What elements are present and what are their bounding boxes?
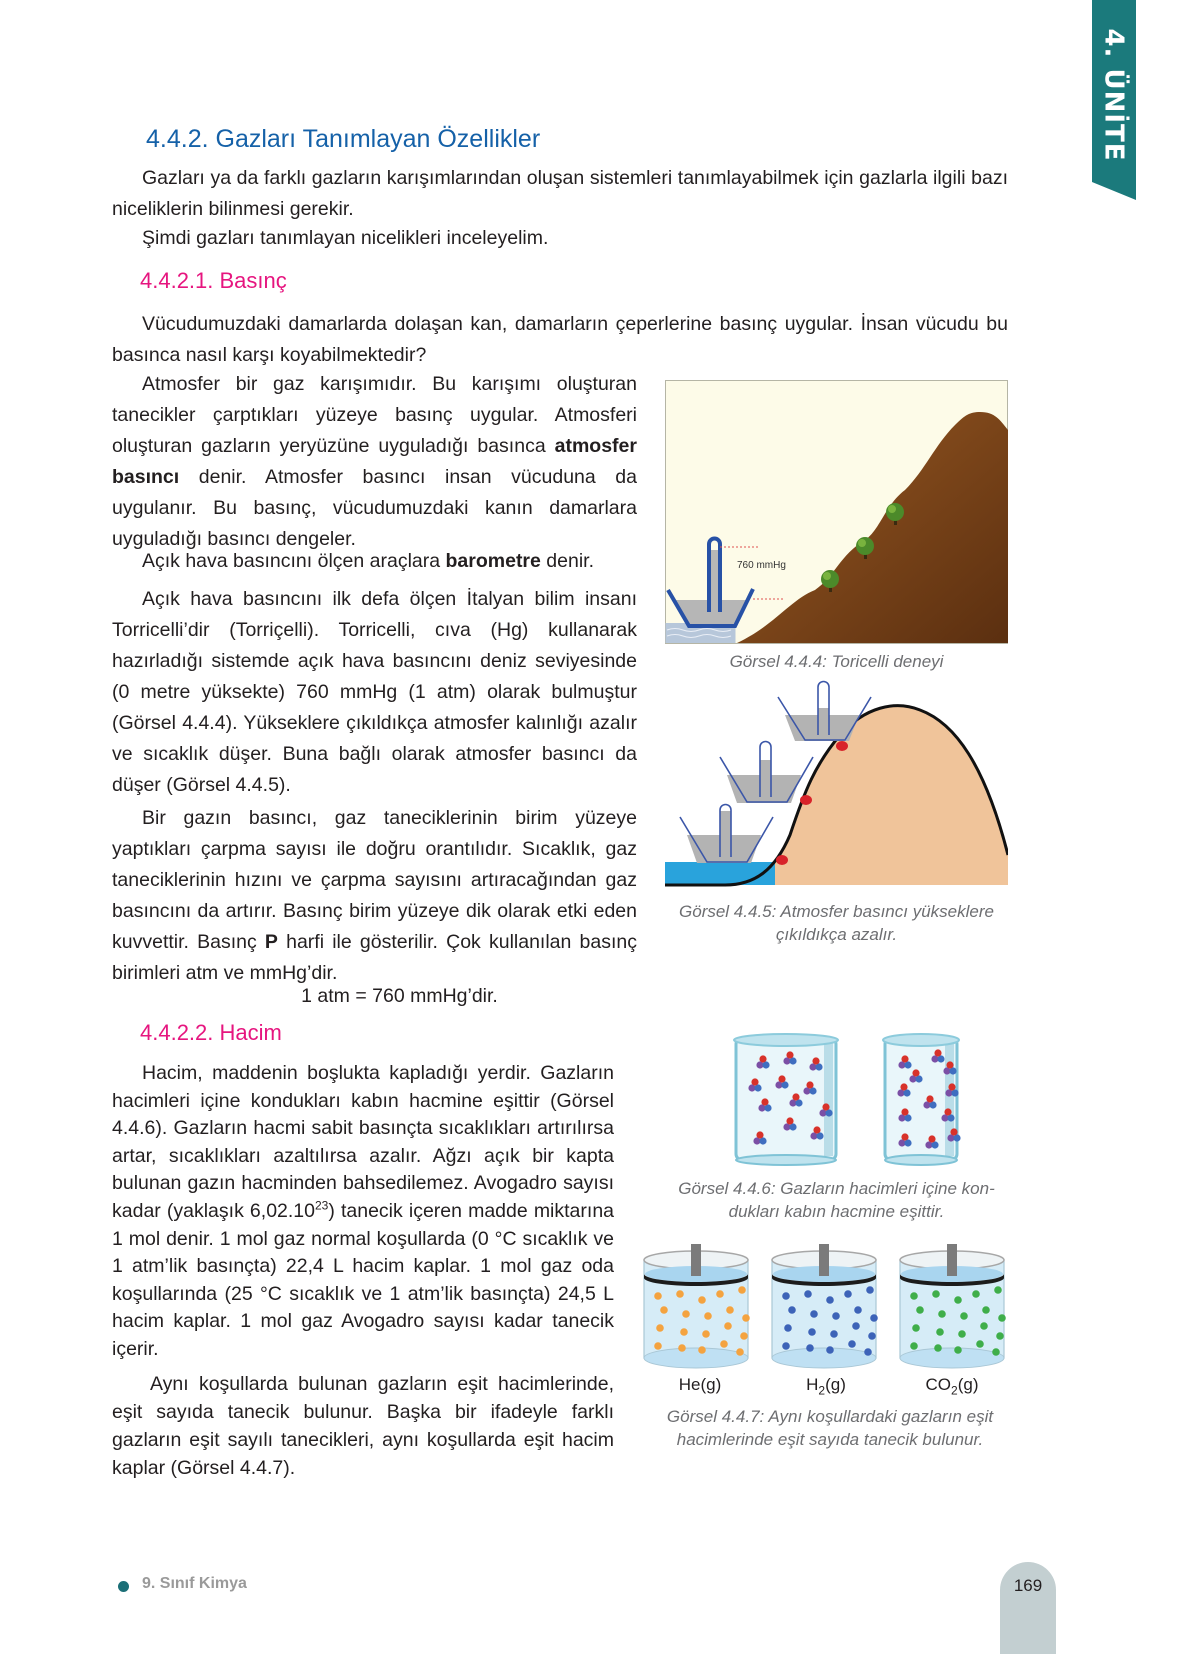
- figure-gas-containers: [730, 1030, 970, 1170]
- hacim-paragraph-2: Aynı koşullarda bulunan gazların eşit hacimlerinde, eşit sayıda tanecik bulunur. Başka bir ifadeyle farklı gazların eşit sayılı tanecikleri, aynı koşullarda eşit hacim kaplar (Görsel 4.4.7).: [112, 1373, 614, 1479]
- gas-particle: [934, 1344, 942, 1352]
- gas-particle: [932, 1290, 940, 1298]
- gas-particle: [720, 1340, 728, 1348]
- caption-figure-4-4-5: Görsel 4.4.5: Atmosfer basıncı yükseklere çıkıldıkça azalır.: [679, 902, 994, 944]
- figure-torricelli: [665, 380, 1008, 644]
- piston-rod: [691, 1244, 701, 1276]
- gas-particle: [726, 1306, 734, 1314]
- gas-particle: [654, 1342, 662, 1350]
- gas-particle: [854, 1306, 862, 1314]
- gas-particle: [910, 1292, 918, 1300]
- gas-particle: [702, 1330, 710, 1338]
- hacim-paragraph-1: Hacim, maddenin boşlukta kapladığı yerdir. Gazların hacimleri içine kondukları kabın hacmine eşittir (Görsel 4.4.6). Gazların hacmi sabit basınçta sıcaklıkları artırılırsa artar, sıcaklıkları azaltılırsa azalır. Ağzı açık bir kapta bulunan gazın hacminden bahsedilemez. Avogadro sayısı kadar (yaklaşık 6,02.10$^{23}$) tanecik içeren madde miktarına 1 mol denir. 1 mol gaz normal koşullarda (0 °C sıcaklık ve 1 atm’lik basınçta) 22,4 L hacim kaplar. 1 mol gaz oda koşullarında (25 °C sıcaklık ve 1 atm’lik basınçta) 24,5 L hacim kaplar. 1 mol gaz Avogadro sayısı kadar tanecik içerir.: [112, 1062, 615, 1360]
- gas-particle: [954, 1296, 962, 1304]
- gas-particle: [682, 1310, 690, 1318]
- basinc-paragraph-2: Atmosfer bir gaz karışımıdır. Bu karışımı oluşturan tanecikler çarptıkları yüzeye basınç uygular. Atmosferi oluşturan gazların yeryüzüne uyguladığı basınca atmosfer basıncı denir. Atmosfer basıncı insan vücuduna da uygulanır. Bu basınç, vücudumuzdaki kanın damarlara uyguladığı basıncı dengeler.: [112, 373, 637, 550]
- gas-particle: [960, 1312, 968, 1320]
- gas-particle: [804, 1290, 812, 1298]
- footer-book-title: 9. Sınıf Kimya: [142, 1575, 247, 1592]
- gas-particle: [958, 1330, 966, 1338]
- gas-particle: [826, 1346, 834, 1354]
- caption-figure-4-4-7: Görsel 4.4.7: Aynı koşullardaki gazların eşit hacimlerinde eşit sayıda tanecik bulunur.: [666, 1407, 994, 1449]
- gas-particle: [972, 1290, 980, 1298]
- gas-particle: [994, 1286, 1002, 1294]
- gas-label-co2: $CO_2(g)$: [925, 1375, 979, 1398]
- marker-high-altitude: [836, 741, 848, 751]
- gas-particle: [680, 1328, 688, 1336]
- gas-particle: [676, 1290, 684, 1298]
- superscript-23: 23: [315, 1198, 329, 1213]
- gas-particle: [736, 1348, 744, 1356]
- gas-particle: [982, 1306, 990, 1314]
- gas-particle: [866, 1286, 874, 1294]
- piston-rod: [947, 1244, 957, 1276]
- gas-particle: [698, 1296, 706, 1304]
- gas-particle: [936, 1328, 944, 1336]
- term-p: P: [264, 931, 278, 953]
- gas-label-h2: $H_2(g)$: [806, 1375, 846, 1398]
- piston-container-h2: [772, 1244, 878, 1368]
- gas-particle: [788, 1306, 796, 1314]
- gas-particle: [864, 1348, 872, 1356]
- gas-particle: [678, 1344, 686, 1352]
- gas-particle: [868, 1332, 876, 1340]
- intro-paragraph-1: Gazları ya da farklı gazların karışımlarından oluşan sistemleri tanımlayabilmek için gazlarla ilgili bazı niceliklerin bilinmesi gerekir.: [112, 167, 1008, 220]
- gas-particle: [954, 1346, 962, 1354]
- basinc-paragraph-1: Vücudumuzdaki damarlarda dolaşan kan, damarların çeperlerine basınç uygular. İnsan vücudu bu basınca nasıl karşı koyabilmektedir?: [112, 313, 1008, 366]
- gas-particle: [654, 1292, 662, 1300]
- intro-paragraph-2: Şimdi gazları tanımlayan nicelikleri inceleyelim.: [142, 227, 549, 249]
- gas-particle: [910, 1342, 918, 1350]
- piston-rod: [819, 1244, 829, 1276]
- piston-container-he: [644, 1244, 750, 1368]
- gas-label-he: He(g): [678, 1375, 722, 1394]
- gas-particle: [916, 1306, 924, 1314]
- gas-particle: [716, 1290, 724, 1298]
- figure-equal-volumes: [640, 1240, 1010, 1370]
- gas-particle: [844, 1290, 852, 1298]
- subsection-title-hacim: 4.4.2.2. Hacim: [140, 1020, 282, 1045]
- gas-particle: [992, 1348, 1000, 1356]
- gas-particle: [742, 1314, 750, 1322]
- term-barometre: barometre: [445, 550, 541, 572]
- basinc-paragraph-4: Açık hava basıncını ilk defa ölçen İtalyan bilim insanı Torricelli’dir (Torriçelli). Torricelli, cıva (Hg) kullanarak hazırladığı sistemde açık hava basıncını deniz seviyesinde (0 metre yüksekte) 760 mmHg (1 atm) olarak bulmuştur (Görsel 4.4.4). Yükseklere çıkıldıkça atmosfer kalınlığı azalır ve sıcaklık düşer. Buna bağlı olarak atmosfer basıncı da düşer (Görsel 4.4.5).: [112, 588, 637, 796]
- beaker-large: [734, 1034, 838, 1165]
- gas-particle: [998, 1314, 1006, 1322]
- footer-bullet-icon: [118, 1581, 129, 1592]
- basinc-paragraph-5: Bir gazın basıncı, gaz taneciklerinin birim yüzeye yaptıkları çarpma sayısı ile doğru orantılıdır. Sıcaklık, gaz taneciklerinin hızını ve çarpma sayısını artıracağından gaz basıncını da artırır. Basınç birim yüzeye dik olarak etki eden kuvvettir. Basınç P harfi ile gösterilir. Çok kullanılan basınç birimleri atm ve mmHg’dir.: [112, 807, 637, 984]
- gas-particle: [660, 1306, 668, 1314]
- gas-particle: [976, 1340, 984, 1348]
- gas-particle: [912, 1324, 920, 1332]
- piston-container-co2: [900, 1244, 1006, 1368]
- gas-particle: [832, 1312, 840, 1320]
- gas-particle: [830, 1330, 838, 1338]
- gas-particle: [996, 1332, 1004, 1340]
- gas-particle: [810, 1310, 818, 1318]
- gas-particle: [704, 1312, 712, 1320]
- gas-particle: [848, 1340, 856, 1348]
- gas-particle: [738, 1286, 746, 1294]
- gas-particle: [870, 1314, 878, 1322]
- basinc-paragraph-3: Açık hava basıncını ölçen araçlara barometre denir.: [142, 550, 594, 572]
- gas-particle: [724, 1322, 732, 1330]
- gas-particle: [980, 1322, 988, 1330]
- gas-particle: [808, 1328, 816, 1336]
- figure-altitude-pressure: [665, 675, 1008, 890]
- gas-particle: [938, 1310, 946, 1318]
- gas-particle: [656, 1324, 664, 1332]
- gas-particle: [698, 1346, 706, 1354]
- beaker-small: [883, 1034, 961, 1165]
- mmhg-label: 760 mmHg: [737, 560, 786, 571]
- term-atmosfer-basinci: atmosfer basıncı: [112, 435, 637, 488]
- gas-particle: [852, 1322, 860, 1330]
- gas-particle: [782, 1292, 790, 1300]
- subsection-title-basinc: 4.4.2.1. Basınç: [140, 268, 287, 293]
- pressure-equation: 1 atm = 760 mmHg’dir.: [301, 985, 498, 1007]
- sea: [665, 862, 775, 885]
- gas-particle: [782, 1342, 790, 1350]
- gas-particle: [784, 1324, 792, 1332]
- section-title: 4.4.2. Gazları Tanımlayan Özellikler: [146, 125, 541, 153]
- unit-tab: [1092, 0, 1136, 210]
- caption-figure-4-4-6: Görsel 4.4.6: Gazların hacimleri içine kon- dukları kabın hacmine eşittir.: [678, 1179, 995, 1221]
- marker-sea-level: [776, 855, 788, 865]
- gas-particle: [740, 1332, 748, 1340]
- page-number: 169: [1013, 1576, 1043, 1595]
- unit-label: 4. ÜNİTE: [1099, 28, 1129, 162]
- gas-particle: [806, 1344, 814, 1352]
- gas-particle: [826, 1296, 834, 1304]
- marker-mid-altitude: [800, 795, 812, 805]
- caption-figure-4-4-4: Görsel 4.4.4: Toricelli deneyi: [729, 652, 944, 671]
